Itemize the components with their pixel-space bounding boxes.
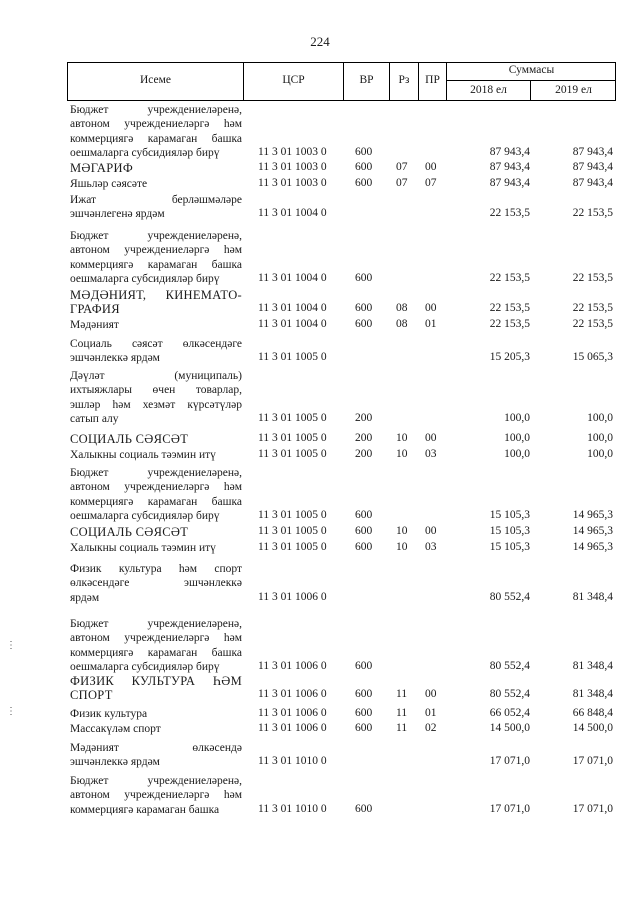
row-sum-2018: 15 205,3 <box>489 351 530 364</box>
row-name-line: эшләр һәм хезмәт күрсәтүләр <box>70 398 242 411</box>
row-csr-code: 11 3 01 1010 0 <box>258 755 327 768</box>
row-name-line: Массакүләм спорт <box>70 723 161 735</box>
row-name-line: МӘДӘНИЯТ, КИНЕМАТО- <box>70 288 242 302</box>
row-csr-code: 11 3 01 1005 0 <box>258 541 327 553</box>
row-pr: 07 <box>425 177 437 189</box>
row-sum-2019: 100,0 <box>587 448 613 460</box>
row-name <box>70 525 242 539</box>
row-rz: 07 <box>396 161 408 173</box>
row-rz: 10 <box>396 432 408 444</box>
header-2019: 2019 ел <box>555 84 592 96</box>
row-sum-2018: 17 071,0 <box>489 755 530 768</box>
row-sum-2018: 100,0 <box>504 411 530 424</box>
row-pr: 00 <box>425 302 437 315</box>
row-vr: 600 <box>355 145 373 158</box>
row-sum-2018: 14 500,0 <box>489 722 530 734</box>
row-name-line: коммерциягә карамаган башка <box>70 258 242 271</box>
row-csr-code: 11 3 01 1005 0 <box>258 351 327 364</box>
row-name <box>70 161 242 175</box>
row-sum-2018: 80 552,4 <box>489 659 530 672</box>
row-sum-2018: 100,0 <box>504 448 530 460</box>
row-name-line: СОЦИАЛЬ СӘЯСӘТ <box>70 525 189 539</box>
row-name-line: коммерциягә карамаган башка <box>70 495 242 508</box>
header-vr: ВР <box>359 74 374 86</box>
row-name <box>70 707 242 721</box>
row-rz: 08 <box>396 302 408 315</box>
row-name-line: ярдәм <box>70 591 100 604</box>
row-sum-2018: 22 153,5 <box>489 318 530 330</box>
row-sum-2019: 22 153,5 <box>572 207 613 220</box>
row-sum-2018: 22 153,5 <box>489 207 530 220</box>
row-sum-2019: 87 943,4 <box>572 145 613 158</box>
row-sum-2019: 100,0 <box>587 432 613 444</box>
row-sum-2019: 15 065,3 <box>572 351 613 364</box>
row-sum-2018: 100,0 <box>504 432 530 444</box>
row-name-line: автоном учреждениеләргә һәм <box>70 118 242 131</box>
header-divider <box>446 80 616 81</box>
row-name-line: Бюджет учреждениеләренә, <box>70 230 242 242</box>
row-sum-2018: 87 943,4 <box>489 161 530 173</box>
row-sum-2018: 22 153,5 <box>489 271 530 284</box>
row-csr-code: 11 3 01 1006 0 <box>258 707 327 719</box>
row-name <box>70 318 242 332</box>
row-pr: 03 <box>425 448 437 460</box>
row-rz: 10 <box>396 448 408 460</box>
header-sums: Суммасы <box>508 64 555 76</box>
row-csr-code: 11 3 01 1006 0 <box>258 688 327 701</box>
header-name: Исеме <box>139 74 172 86</box>
row-name <box>70 774 242 817</box>
row-csr-code: 11 3 01 1004 0 <box>258 318 327 330</box>
row-sum-2019: 14 965,3 <box>572 525 613 537</box>
row-vr: 600 <box>355 525 373 537</box>
row-name <box>70 288 242 317</box>
row-sum-2018: 15 105,3 <box>489 541 530 553</box>
row-name-line: Халыкны социаль тәэмин итү <box>70 449 216 461</box>
row-pr: 00 <box>425 161 437 173</box>
row-name <box>70 103 242 160</box>
header-csr: ЦСР <box>282 74 305 86</box>
row-name-line: эшчәнлеккә ярдәм <box>70 352 160 365</box>
row-name <box>70 229 242 286</box>
row-name-line: Бюджет учреждениеләренә, <box>70 104 242 116</box>
row-name-line: Мәдәният өлкәсендә <box>70 742 242 754</box>
row-sum-2019: 22 153,5 <box>572 271 613 284</box>
row-name-line: ихтыяжлары өчен товарлар, <box>70 384 242 397</box>
row-sum-2018: 80 552,4 <box>489 590 530 603</box>
row-sum-2018: 66 052,4 <box>489 707 530 719</box>
row-name-line: Бюджет учреждениеләренә, <box>70 467 242 479</box>
row-sum-2019: 17 071,0 <box>572 802 613 815</box>
row-name <box>70 466 242 523</box>
row-csr-code: 11 3 01 1006 0 <box>258 659 327 672</box>
row-name-line: оешмаларга субсидияләр бирү <box>70 146 220 159</box>
row-vr: 200 <box>355 411 373 424</box>
row-rz: 10 <box>396 525 408 537</box>
row-pr: 00 <box>425 688 437 701</box>
row-pr: 01 <box>425 318 437 330</box>
row-name <box>70 177 242 191</box>
margin-mark: ⋮ <box>6 706 16 717</box>
row-csr-code: 11 3 01 1003 0 <box>258 145 327 158</box>
row-sum-2019: 81 348,4 <box>572 590 613 603</box>
row-name-line: Халыкны социаль тәэмин итү <box>70 542 216 554</box>
row-name-line: коммерциягә карамаган башка <box>70 803 220 816</box>
row-csr-code: 11 3 01 1006 0 <box>258 722 327 734</box>
row-sum-2019: 87 943,4 <box>572 177 613 189</box>
header-pr: ПР <box>425 74 440 86</box>
row-name-line: коммерциягә карамаган башка <box>70 646 242 659</box>
row-sum-2019: 14 965,3 <box>572 541 613 553</box>
row-sum-2019: 81 348,4 <box>572 659 613 672</box>
row-name <box>70 448 242 462</box>
row-sum-2019: 14 965,3 <box>572 508 613 521</box>
row-sum-2019: 22 153,5 <box>572 302 613 315</box>
row-csr-code: 11 3 01 1005 0 <box>258 508 327 521</box>
row-name-line: ФИЗИК КУЛЬТУРА ҺӘМ <box>70 674 242 688</box>
row-sum-2019: 66 848,4 <box>572 707 613 719</box>
row-vr: 600 <box>355 722 373 734</box>
row-vr: 600 <box>355 177 373 189</box>
row-name-line: сатып алу <box>70 412 119 425</box>
page-number: 224 <box>310 34 330 49</box>
row-vr: 600 <box>355 707 373 719</box>
row-sum-2018: 80 552,4 <box>489 688 530 701</box>
row-sum-2019: 81 348,4 <box>572 688 613 701</box>
row-vr: 600 <box>355 318 373 330</box>
row-name <box>70 674 242 703</box>
row-pr: 00 <box>425 432 437 444</box>
row-name-line: оешмаларга субсидияләр бирү <box>70 509 220 522</box>
row-name-line: Яшьләр сәясәте <box>70 178 148 190</box>
row-vr: 600 <box>355 302 373 315</box>
row-sum-2019: 87 943,4 <box>572 161 613 173</box>
row-sum-2018: 17 071,0 <box>489 802 530 815</box>
row-name-line: МӘГАРИФ <box>70 161 133 175</box>
row-rz: 10 <box>396 541 408 553</box>
row-csr-code: 11 3 01 1004 0 <box>258 302 327 315</box>
row-vr: 600 <box>355 688 373 701</box>
row-name-line: автоном учреждениеләргә һәм <box>70 481 242 494</box>
row-pr: 00 <box>425 525 437 537</box>
row-csr-code: 11 3 01 1004 0 <box>258 207 327 220</box>
row-name-line: Бюджет учреждениеләренә, <box>70 618 242 630</box>
row-name-line: ГРАФИЯ <box>70 302 120 317</box>
row-sum-2019: 17 071,0 <box>572 755 613 768</box>
row-name-line: Дәүләт (муниципаль) <box>70 370 242 382</box>
row-csr-code: 11 3 01 1005 0 <box>258 411 327 424</box>
margin-mark: ⋮ <box>6 640 16 651</box>
row-rz: 11 <box>396 688 408 701</box>
row-name <box>70 432 242 446</box>
row-csr-code: 11 3 01 1005 0 <box>258 448 327 460</box>
row-vr: 600 <box>355 541 373 553</box>
row-name-line: Физик культура <box>70 708 148 720</box>
row-vr: 200 <box>355 432 373 444</box>
row-vr: 600 <box>355 508 373 521</box>
row-name <box>70 369 242 426</box>
header-2018: 2018 ел <box>470 84 507 96</box>
row-name-line: автоном учреждениеләргә һәм <box>70 244 242 257</box>
row-rz: 07 <box>396 177 408 189</box>
row-csr-code: 11 3 01 1004 0 <box>258 271 327 284</box>
row-vr: 600 <box>355 161 373 173</box>
row-name-line: СОЦИАЛЬ СӘЯСӘТ <box>70 432 189 446</box>
row-name <box>70 741 242 770</box>
row-name-line: оешмаларга субсидияләр бирү <box>70 272 220 285</box>
row-name-line: оешмаларга субсидияләр бирү <box>70 660 220 673</box>
row-sum-2019: 100,0 <box>587 411 613 424</box>
row-sum-2018: 15 105,3 <box>489 508 530 521</box>
row-rz: 11 <box>396 707 408 719</box>
row-name-line: эшчәнлеккә ярдәм <box>70 756 160 769</box>
row-name-line: Мәдәният <box>70 319 119 331</box>
row-csr-code: 11 3 01 1010 0 <box>258 802 327 815</box>
row-name-line: автоном учреждениеләргә һәм <box>70 632 242 645</box>
row-vr: 600 <box>355 659 373 672</box>
row-name-line: автоном учреждениеләргә һәм <box>70 789 242 802</box>
row-csr-code: 11 3 01 1005 0 <box>258 525 327 537</box>
row-sum-2019: 22 153,5 <box>572 318 613 330</box>
row-pr: 01 <box>425 707 437 719</box>
row-name <box>70 337 242 366</box>
row-csr-code: 11 3 01 1005 0 <box>258 432 327 444</box>
row-vr: 600 <box>355 802 373 815</box>
row-name-line: коммерциягә карамаган башка <box>70 132 242 145</box>
row-csr-code: 11 3 01 1006 0 <box>258 590 327 603</box>
row-name <box>70 617 242 674</box>
row-vr: 200 <box>355 448 373 460</box>
row-csr-code: 11 3 01 1003 0 <box>258 177 327 189</box>
header-rz: Рз <box>398 74 410 86</box>
row-name <box>70 722 242 736</box>
row-name-line: Физик культура һәм спорт <box>70 563 242 575</box>
row-sum-2018: 22 153,5 <box>489 302 530 315</box>
row-name-line: Ижат берләшмәләре <box>70 194 242 206</box>
row-name-line: Социаль сәясәт өлкәсендәге <box>70 338 242 350</box>
row-rz: 08 <box>396 318 408 330</box>
row-name <box>70 541 242 555</box>
row-name-line: өлкәсендәге эшчәнлеккә <box>70 577 242 590</box>
row-sum-2018: 87 943,4 <box>489 145 530 158</box>
row-pr: 03 <box>425 541 437 553</box>
row-sum-2019: 14 500,0 <box>572 722 613 734</box>
row-name <box>70 562 242 605</box>
row-name-line: СПОРТ <box>70 688 113 703</box>
row-sum-2018: 15 105,3 <box>489 525 530 537</box>
row-vr: 600 <box>355 271 373 284</box>
row-name <box>70 193 242 222</box>
row-csr-code: 11 3 01 1003 0 <box>258 161 327 173</box>
row-rz: 11 <box>396 722 408 734</box>
row-name-line: Бюджет учреждениеләренә, <box>70 775 242 787</box>
row-sum-2018: 87 943,4 <box>489 177 530 189</box>
row-name-line: эшчәнлегенә ярдәм <box>70 208 165 221</box>
row-pr: 02 <box>425 722 437 734</box>
